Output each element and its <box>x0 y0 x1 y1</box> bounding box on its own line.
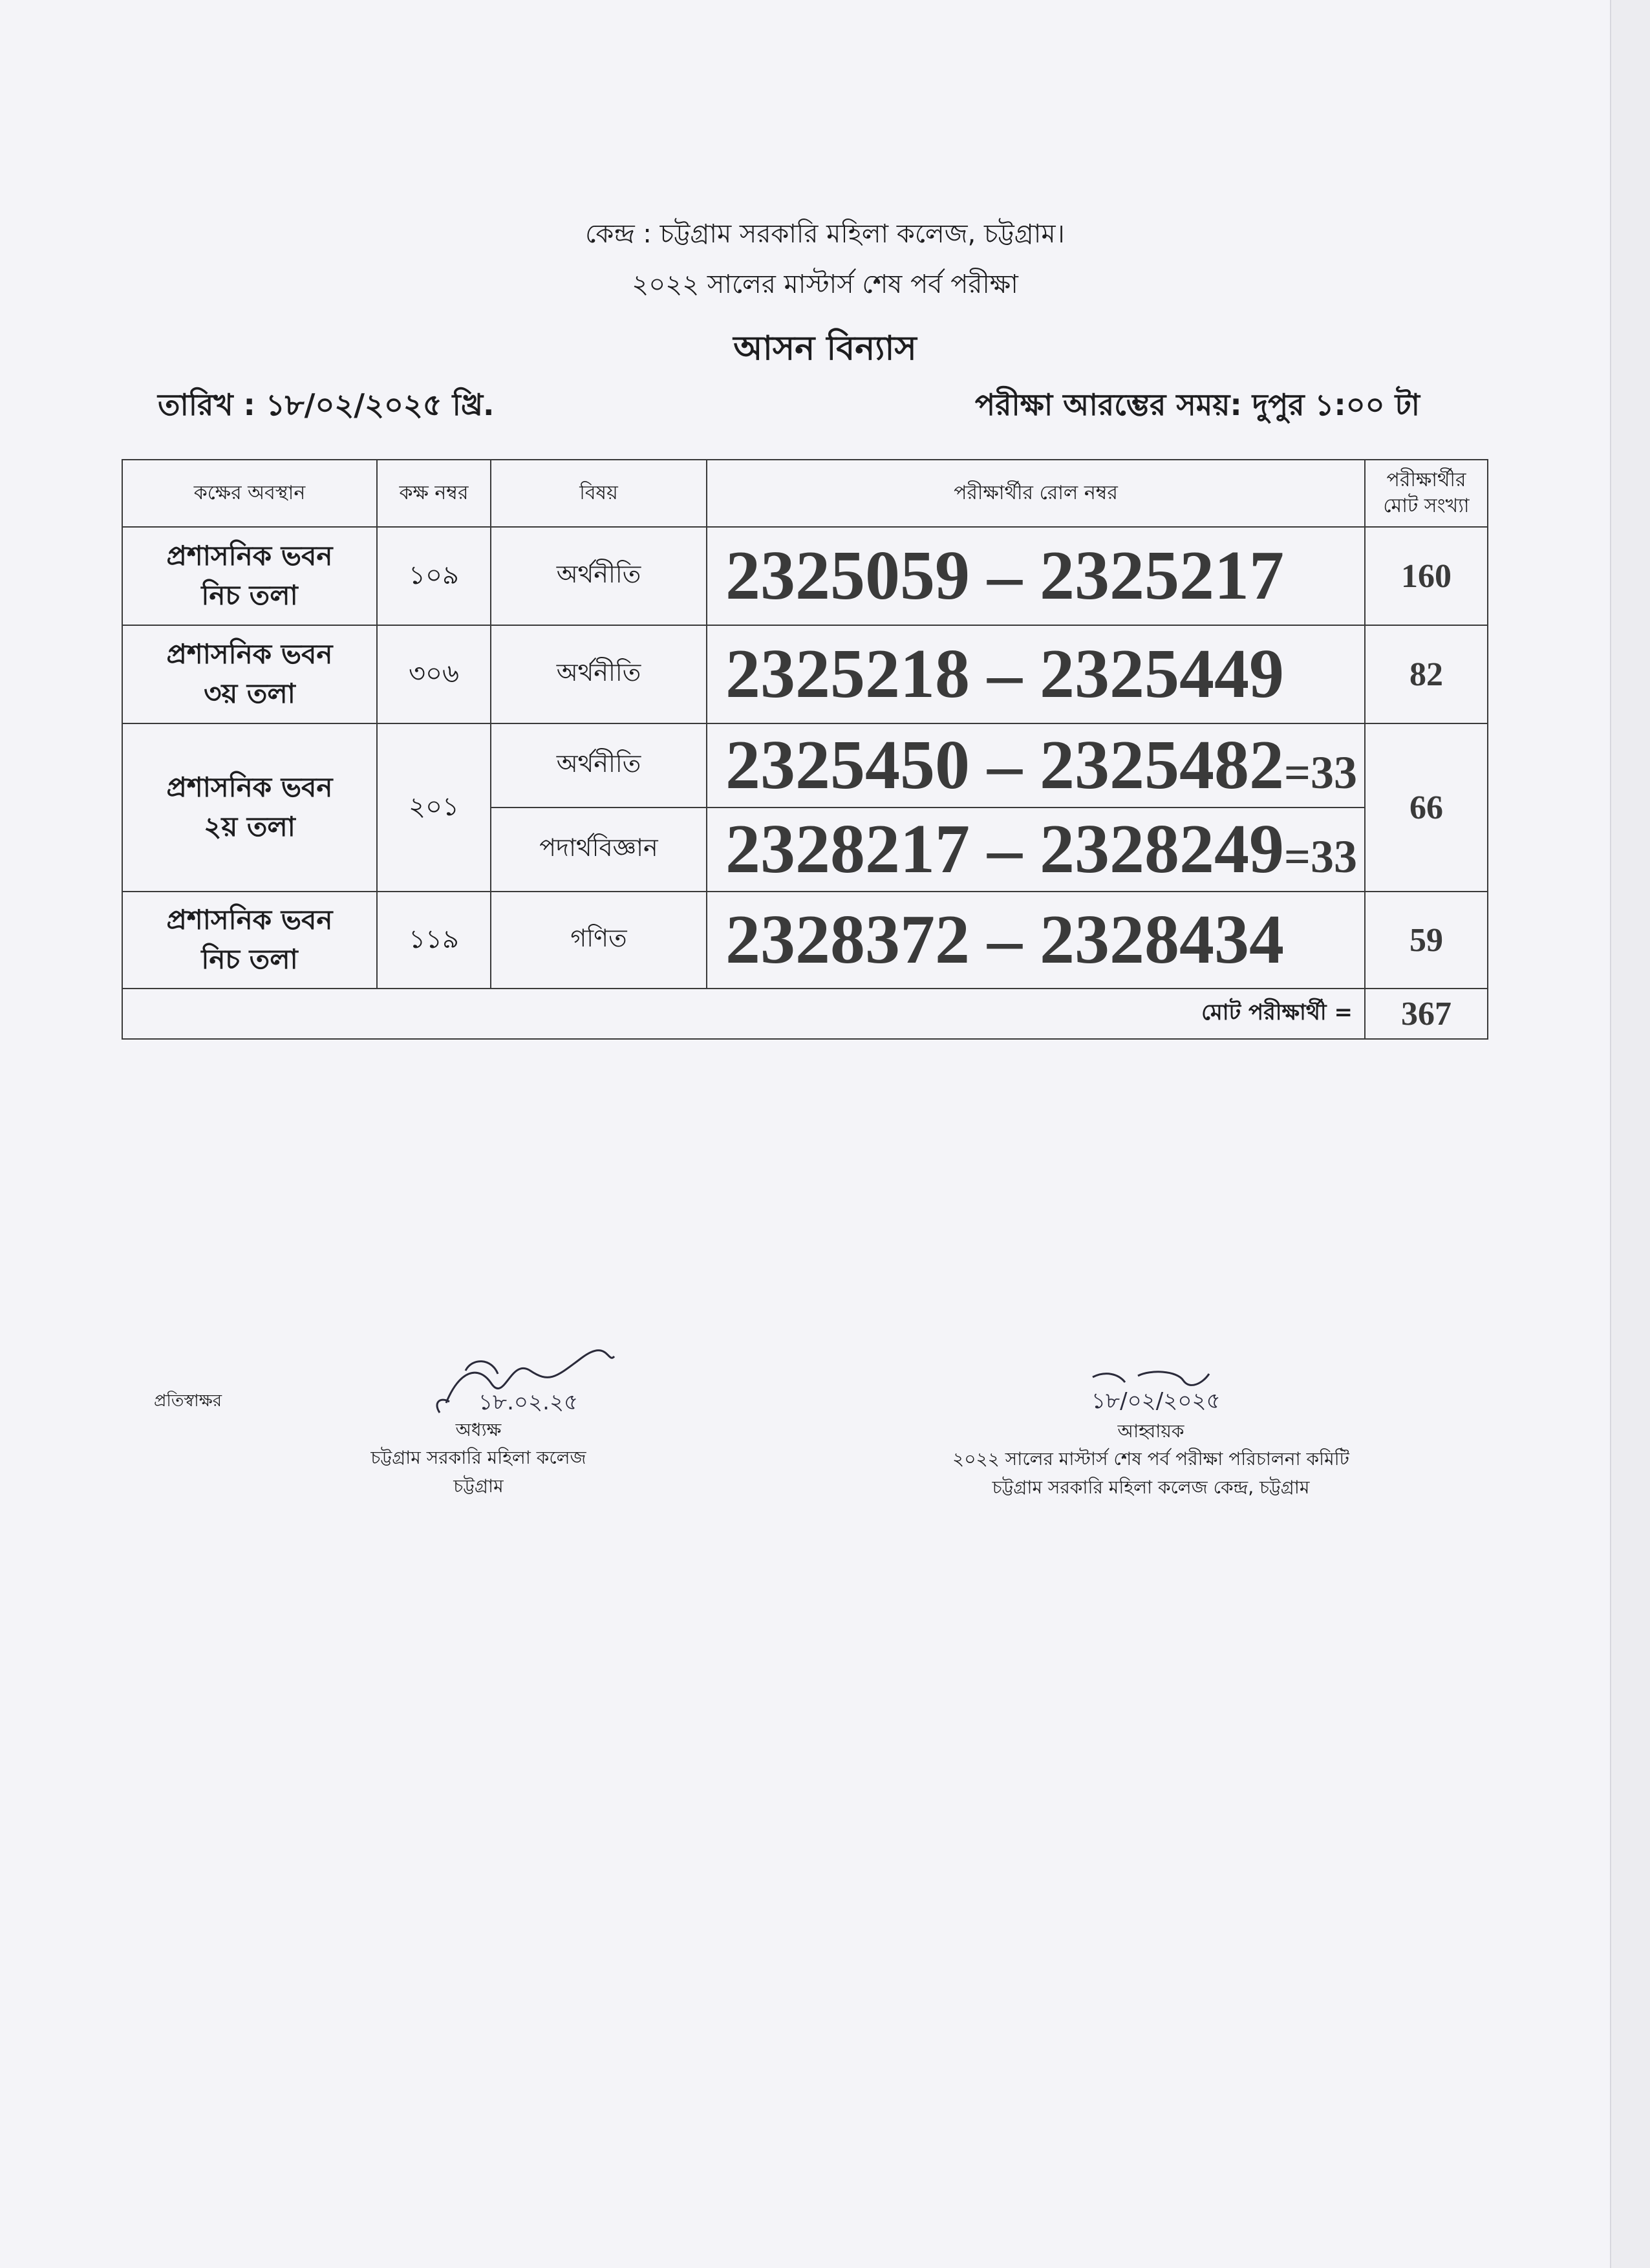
principal-title: অধ্যক্ষ <box>455 1419 502 1440</box>
grand-total-row <box>122 989 1488 1039</box>
header-roll: পরীক্ষার্থীর রোল নম্বর <box>707 460 1365 527</box>
building-name: প্রশাসনিক ভবন <box>166 540 333 572</box>
header-total-line-2: মোট সংখ্যা <box>1383 495 1470 517</box>
subject: গণিত <box>491 892 707 989</box>
subject: পদার্থবিজ্ঞান <box>491 808 707 892</box>
subject: অর্থনীতি <box>491 625 707 723</box>
roll-count: =33 <box>1284 831 1358 883</box>
seat-plan-table <box>122 459 1488 1040</box>
roll-range-text: 2325450 – 2325482 <box>725 727 1284 804</box>
roll-range: 2328372 – 2328434 <box>707 892 1365 989</box>
roll-range: 2325218 – 2325449 <box>707 625 1365 723</box>
convener-block <box>905 1384 1397 1501</box>
room-location <box>122 892 377 989</box>
floor-name: নিচ তলা <box>201 579 298 611</box>
roll-count: =33 <box>1284 747 1358 798</box>
roll-range <box>707 723 1365 808</box>
convener-center: চট্টগ্রাম সরকারি মহিলা কলেজ কেন্দ্র, চট্টগ্রাম <box>992 1476 1310 1498</box>
exam-name-line: ২০২২ সালের মাস্টার্স শেষ পর্ব পরীক্ষা <box>632 270 1018 299</box>
header-subject: বিষয় <box>491 460 707 527</box>
roll-range-text: 2328217 – 2328249 <box>725 811 1284 888</box>
room-location <box>122 625 377 723</box>
principal-block <box>349 1416 608 1500</box>
header-location: কক্ষের অবস্থান <box>122 460 377 527</box>
building-name: প্রশাসনিক ভবন <box>166 904 333 936</box>
principal-org: চট্টগ্রাম সরকারি মহিলা কলেজ <box>370 1447 586 1469</box>
document-title: আসন বিন্যাস <box>733 329 917 368</box>
examinee-count: 160 <box>1365 527 1488 625</box>
principal-city: চট্টগ্রাম <box>453 1475 504 1497</box>
room-location <box>122 527 377 625</box>
table-row <box>122 527 1488 625</box>
exam-start-time: পরীক্ষা আরম্ভের সময়: দুপুর ১:০০ টা <box>974 387 1420 422</box>
floor-name: ২য় তলা <box>204 811 295 842</box>
convener-committee: ২০২২ সালের মাস্টার্স শেষ পর্ব পরীক্ষা পরিচালনা কমিটি <box>952 1448 1349 1470</box>
grand-total-value: 367 <box>1365 989 1488 1039</box>
table-row <box>122 723 1488 808</box>
convener-title: আহ্বায়ক <box>1117 1420 1184 1442</box>
examinee-count: 59 <box>1365 892 1488 989</box>
header-room: কক্ষ নম্বর <box>377 460 491 527</box>
building-name: প্রশাসনিক ভবন <box>166 771 333 804</box>
building-name: প্রশাসনিক ভবন <box>166 638 333 670</box>
examinee-count: 66 <box>1365 723 1488 892</box>
subject: অর্থনীতি <box>491 723 707 808</box>
room-number: ২০১ <box>377 723 491 892</box>
roll-range: 2325059 – 2325217 <box>707 527 1365 625</box>
roll-range <box>707 808 1365 892</box>
exam-date: তারিখ : ১৮/০২/২০২৫ খ্রি. <box>158 387 495 422</box>
table-row <box>122 625 1488 723</box>
countersign-label: প্রতিস্বাক্ষর <box>154 1391 222 1411</box>
subject: অর্থনীতি <box>491 527 707 625</box>
principal-signature-date: ১৮.০২.২৫ <box>478 1389 579 1415</box>
room-number: ১০৯ <box>377 527 491 625</box>
table-header-row <box>122 460 1488 527</box>
convener-signature-date: ১৮/০২/২০২৫ <box>1091 1388 1221 1414</box>
room-number: ১১৯ <box>377 892 491 989</box>
header-total-line-1: পরীক্ষার্থীর <box>1386 468 1466 491</box>
examinee-count: 82 <box>1365 625 1488 723</box>
floor-name: নিচ তলা <box>201 943 298 975</box>
header-total <box>1365 460 1488 527</box>
floor-name: ৩য় তলা <box>204 678 295 709</box>
exam-center-line: কেন্দ্র : চট্টগ্রাম সরকারি মহিলা কলেজ, চট্টগ্রাম। <box>585 219 1065 249</box>
room-number: ৩০৬ <box>377 625 491 723</box>
grand-total-label: মোট পরীক্ষার্থী = <box>122 989 1365 1039</box>
table-row <box>122 892 1488 989</box>
room-location <box>122 723 377 892</box>
